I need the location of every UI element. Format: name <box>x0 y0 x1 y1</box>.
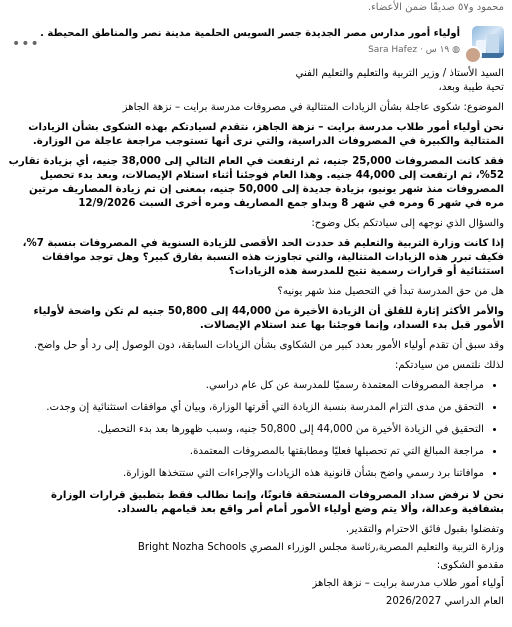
post-header <box>8 26 504 60</box>
subject-line: الموضوع: شكوى عاجلة بشأن الزيادات المتتالية في مصروفات مدرسة برايت – نزهة الجاهز <box>122 102 504 113</box>
globe-icon: ◍ <box>452 45 460 55</box>
list-item: • موافاتنا برد رسمي واضح بشأن قانونية هذه الزيادات والإجراءات التي ستتخذها الوزارة. <box>8 467 484 481</box>
question-1: إذا كانت وزارة التربية والتعليم قد حددت الحد الأقصى للزيادة السنوية في المصروفات بنسبة 7%، فكيف تبرر هذه الزيادات المتتالية، والتي تجاوزت هذه النسبة بفارق كبير؟ وهل توجد موافقات استثنائية أو قرارات رسمية تتيح للمدرسة هذه الزيادات؟ <box>22 238 504 277</box>
more-options-icon[interactable]: ••• <box>12 36 40 52</box>
requests-intro: لذلك نلتمس من سيادتكم: <box>394 360 504 371</box>
greeting-line-2: تحية طيبة وبعد، <box>438 82 504 93</box>
list-item: • التحقيق في الزيادة الأخيرة من 44,000 إلى 50,800 جنيه، وسبب ظهورها بعد بدء التحصيل. <box>8 423 484 437</box>
members-note: محمود و٥٧ صديقًا ضمن الأعضاء. <box>367 2 504 13</box>
submitted-by: أولياء أمور طلاب مدرسة برايت – نزهة الجاهز <box>312 578 504 589</box>
closing-block <box>8 523 504 609</box>
recipients-line: وزارة التربية والتعليم المصرية,رئاسة مجلس الوزراء المصري Bright Nozha Schools <box>137 542 504 553</box>
greeting-line-1: السيد الأستاذ / وزير التربية والتعليم والتعليم الفني <box>295 68 504 79</box>
author-avatar[interactable] <box>464 46 482 64</box>
prior-complaints: وقد سبق أن تقدم أولياء الأمور بعدد كبير من الشكاوى بشأن الزيادات السابقة، دون الوصول إلى رد أو حل واضح. <box>33 340 504 351</box>
author-name-link[interactable]: Sara Hafez <box>368 45 418 55</box>
position-paragraph: نحن لا نرفض سداد المصروفات المستحقة قانونًا، وإنما نطالب فقط بتطبيق قرارات الوزارة بشفافية وعدالة، وألا يتم وضع أولياء الأمور أمام أمر واقع بعد قيامهم بالسداد. <box>50 490 504 515</box>
details-paragraph: فقد كانت المصروفات 25,000 جنيه، ثم ارتفعت في العام التالي إلى 38,000 جنيه، أي بزيادة تقارب 52%، ثم ارتفعت إلى 44,000 جنيه. وهذا العام فوجئنا أثناء استلام الإيصالات، وبعد بدء تحصيل المصروفات منذ شهر يونيو، بزيادة جديدة إلى 50,000 جنيه، بمعنى إن تم زيادة المصاريف مرتين مره في شهر 6 ومره في شهر 8 وبداو جمع المصاريف ومره أخرى السبت 12/9/2026 <box>8 156 504 209</box>
post-meta <box>368 45 460 55</box>
post-body <box>8 67 504 613</box>
greeting <box>8 67 504 95</box>
question-2: هل من حق المدرسة تبدأ في التحصيل منذ شهر يونيه؟ <box>277 286 504 297</box>
thanks-line: وتفضلوا بقبول فائق الاحترام والتقدير. <box>345 524 504 535</box>
school-year: العام الدراسي 2026/2027 <box>385 596 504 607</box>
group-name-link[interactable]: أولياء أمور مدارس مصر الجديدة جسر السويس الحلمية مدينة نصر والمناطق المحيطة . <box>40 28 460 39</box>
list-item: • مراجعة المصروفات المعتمدة رسميًا للمدرسة عن كل عام دراسي. <box>8 379 484 393</box>
intro-paragraph: نحن أولياء أمور طلاب مدرسة برايت – نزهة الجاهز، نتقدم لسيادتكم بهذه الشكوى بشأن الزيادات المتتالية والكبيرة في المصروفات الدراسية، والتي نرى أنها تستوجب مراجعة عاجلة من الوزارة. <box>28 122 504 147</box>
submitted-by-label: مقدمو الشكوى: <box>436 560 504 571</box>
requests-list <box>8 379 504 481</box>
meta-separator: · <box>420 45 426 55</box>
list-item: • مراجعة المبالغ التي تم تحصيلها فعليًا ومطابقتها بالمصروفات المعتمدة. <box>8 445 484 459</box>
concern-paragraph: والأمر الأكثر إثارة للقلق أن الزيادة الأخيرة من 44,000 إلى 50,800 جنيه لم تكن واضحة لأولياء الأمور قبل بدء السداد، وإنما فوجئنا بها عند استلام الإيصالات. <box>33 306 504 331</box>
questions-intro: والسؤال الذي نوجهه إلى سيادتكم بكل وضوح: <box>311 218 504 229</box>
post-time-link[interactable]: ١٩ س <box>425 45 450 55</box>
list-item: • التحقق من مدى التزام المدرسة بنسبة الزيادة التي أقرتها الوزارة، وبيان أي موافقات استثنائية إن وجدت. <box>8 401 484 415</box>
